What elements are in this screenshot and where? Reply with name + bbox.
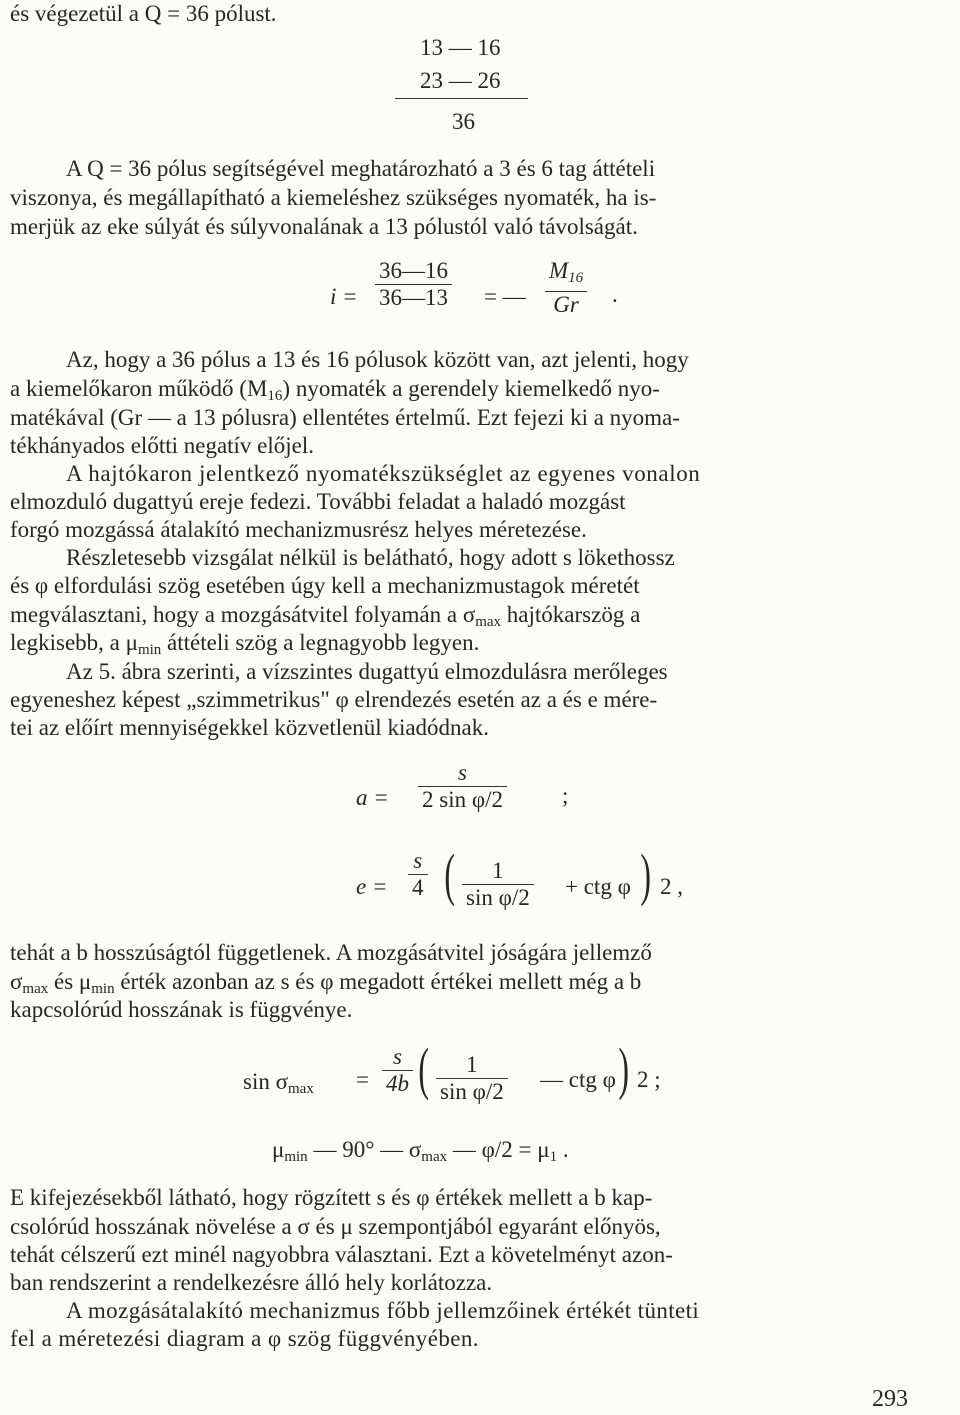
text-line: kapcsolórúd hosszának is függvénye. xyxy=(10,997,353,1022)
text-line: legkisebb, a $\mu_{min}$ áttételi szög a legnagyobb legyen. xyxy=(10,630,480,658)
eq1-denominator2: Gr xyxy=(553,292,579,317)
eq3-inner-denominator: sin φ/2 xyxy=(466,885,530,910)
eq5: $\mu_{min}$ — 90° — $\sigma_{max}$ — $\varphi/2 = \mu_1$ . xyxy=(272,1137,569,1165)
pole-result: 36 xyxy=(452,109,475,134)
eq4-tail: — ctg φ xyxy=(540,1067,616,1092)
text-line: matékával (Gr — a 13 pólusra) ellentétes értelmű. Ezt fejezi ki a nyoma- xyxy=(10,405,680,430)
eq1-fraction xyxy=(375,258,452,311)
text-line: tehát a b hosszúságtól függetlenek. A mozgásátvitel jóságára jellemző xyxy=(10,940,652,965)
text-line: Az, hogy a 36 pólus a 13 és 16 pólusok között van, azt jelenti, hogy xyxy=(66,347,689,372)
text-line: csolórúd hosszának növelése a σ és μ szempontjából egyaránt előnyös, xyxy=(10,1214,661,1239)
eq2-fraction xyxy=(418,760,507,813)
eq3-tail: + ctg φ xyxy=(565,874,631,899)
eq4-equals: = xyxy=(356,1067,369,1092)
eq1-fraction2 xyxy=(545,258,587,318)
summary-rule xyxy=(395,98,528,99)
eq4-fraction xyxy=(382,1044,413,1097)
pole-pair: 13 — 16 xyxy=(420,35,501,60)
page-number: 293 xyxy=(872,1386,908,1412)
text-line: megválasztani, hogy a mozgásátvitel folyamán a $\sigma_{max}$ hajtókarszög a xyxy=(10,602,641,630)
eq4-end: 2 ; xyxy=(637,1067,661,1092)
eq2-numerator: s xyxy=(458,760,467,785)
eq2-end: ; xyxy=(562,783,569,808)
left-paren: ( xyxy=(444,842,455,907)
text-line: $\sigma_{max}$ és $\mu_{min}$ érték azonban az s és φ megadott értékei mellett még a b xyxy=(10,969,642,997)
text-line: Az 5. ábra szerinti, a vízszintes dugattyú elmozdulásra merőleges xyxy=(66,659,668,684)
eq1-end: . xyxy=(612,282,618,307)
right-paren: ) xyxy=(618,1036,629,1101)
pole-pair: 23 — 26 xyxy=(420,68,501,93)
text-line: forgó mozgássá átalakító mechanizmusrész helyes méretezése. xyxy=(10,517,587,542)
text-line: E kifejezésekből látható, hogy rögzített s és φ értékek mellett a b kap- xyxy=(10,1185,653,1210)
text-line: tehát célszerű ezt minél nagyobbra választani. Ezt a követelményt azon- xyxy=(10,1242,673,1267)
text-line: és φ elfordulási szög esetében úgy kell a mechanizmustagok méretét xyxy=(10,573,640,598)
eq4-inner-numerator: 1 xyxy=(466,1052,478,1077)
eq2-denominator: 2 sin φ/2 xyxy=(422,787,504,812)
eq3-denominator: 4 xyxy=(412,875,424,900)
text-line: fel a méretezési diagram a φ szög függvényében. xyxy=(10,1326,479,1351)
text-line: A mozgásátalakító mechanizmus főbb jellemzőinek értékét tünteti xyxy=(66,1298,700,1323)
eq3-inner-numerator: 1 xyxy=(492,858,504,883)
eq3-end: 2 , xyxy=(660,874,683,899)
eq3-fraction xyxy=(408,848,428,901)
eq4-inner-denominator: sin φ/2 xyxy=(440,1079,504,1104)
text-line: és végezetül a Q = 36 pólust. xyxy=(10,1,277,26)
text-line: ban rendszerint a rendelkezésre álló hely korlátozza. xyxy=(10,1270,493,1295)
right-paren: ) xyxy=(640,842,651,907)
eq1-numerator: 36—16 xyxy=(379,258,448,283)
left-paren: ( xyxy=(418,1036,429,1101)
eq3-inner-fraction xyxy=(462,858,534,911)
eq4-numerator: s xyxy=(393,1044,402,1069)
eq1-equals: = — xyxy=(484,284,526,309)
eq1-lhs: i = xyxy=(330,284,358,309)
eq4-lhs: $\sin \sigma_{max}$ xyxy=(243,1069,314,1097)
eq3-lhs: e = xyxy=(356,874,388,899)
text-line: tei az előírt mennyiségekkel közvetlenül kiadódnak. xyxy=(10,715,490,740)
text-line: tékhányados előtti negatív előjel. xyxy=(10,433,315,458)
eq4-denominator: 4b xyxy=(386,1071,409,1096)
eq1-numerator2: $M_{16}$ xyxy=(549,258,584,286)
eq3-numerator: s xyxy=(413,848,423,873)
text-line: viszonya, és megállapítható a kiemeléshez szükséges nyomaték, ha is- xyxy=(10,185,657,210)
text-line: A Q = 36 pólus segítségével meghatározható a 3 és 6 tag áttételi xyxy=(66,156,656,181)
eq4-inner-fraction xyxy=(436,1052,508,1105)
text-line: Részletesebb vizsgálat nélkül is belátható, hogy adott s lökethossz xyxy=(66,545,675,570)
eq2-lhs: a = xyxy=(356,785,389,810)
text-line: A hajtókaron jelentkező nyomatékszükséglet az egyenes vonalon xyxy=(66,461,701,486)
text-line: merjük az eke súlyát és súlyvonalának a 13 pólustól való távolságát. xyxy=(10,214,638,239)
text-line: egyeneshez képest „szimmetrikus" φ elrendezés esetén az a és e mére- xyxy=(10,687,658,712)
text-line: elmozduló dugattyú ereje fedezi. További feladat a haladó mozgást xyxy=(10,489,626,514)
eq1-denominator: 36—13 xyxy=(379,285,448,310)
text-line: a kiemelőkaron működő $(M_{16})$ nyomaték a gerendely kiemelkedő nyo- xyxy=(10,376,660,404)
